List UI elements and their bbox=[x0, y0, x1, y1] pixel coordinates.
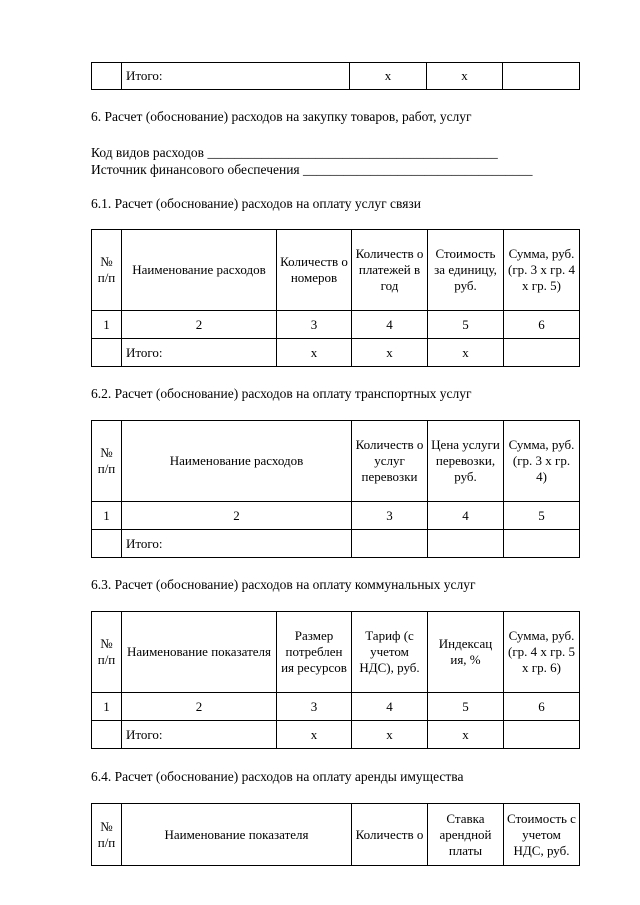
cell-empty bbox=[92, 530, 122, 558]
communication-services-table bbox=[91, 229, 580, 367]
section-6-3-heading: 6.3. Расчет (обоснование) расходов на оплату коммунальных услуг bbox=[91, 577, 476, 592]
header-cell: Стоимость за единицу, руб. bbox=[428, 230, 504, 311]
column-number: 2 bbox=[122, 311, 277, 339]
header-cell: Наименование показателя bbox=[122, 804, 352, 866]
cell-x: x bbox=[428, 339, 504, 367]
transport-services-table bbox=[91, 420, 580, 558]
header-cell: Цена услуги перевозки, руб. bbox=[428, 421, 504, 502]
column-number: 2 bbox=[122, 502, 352, 530]
header-cell: Наименование расходов bbox=[122, 230, 277, 311]
cell-empty bbox=[92, 339, 122, 367]
header-cell: Тариф (с учетом НДС), руб. bbox=[352, 612, 428, 693]
expense-code-line bbox=[91, 145, 498, 161]
header-cell: Стоимость с учетом НДС, руб. bbox=[504, 804, 580, 866]
column-number: 3 bbox=[352, 502, 428, 530]
utilities-table bbox=[91, 611, 580, 749]
cell-empty bbox=[504, 530, 580, 558]
column-number: 5 bbox=[504, 502, 580, 530]
column-number: 6 bbox=[504, 311, 580, 339]
cell-x: x bbox=[428, 721, 504, 749]
column-number: 3 bbox=[277, 693, 352, 721]
column-number: 3 bbox=[277, 311, 352, 339]
column-number: 1 bbox=[92, 693, 122, 721]
cell-empty bbox=[352, 530, 428, 558]
column-number: 1 bbox=[92, 311, 122, 339]
header-cell: Наименование показателя bbox=[122, 612, 277, 693]
column-number: 5 bbox=[428, 311, 504, 339]
header-cell: Сумма, руб. (гр. 3 x гр. 4 x гр. 5) bbox=[504, 230, 580, 311]
column-number: 4 bbox=[352, 311, 428, 339]
top-total-table bbox=[91, 62, 580, 90]
header-cell: Количеств о bbox=[352, 804, 428, 866]
header-cell: Количеств о платежей в год bbox=[352, 230, 428, 311]
cell-x: x bbox=[427, 63, 503, 90]
header-cell: Сумма, руб. (гр. 4 x гр. 5 x гр. 6) bbox=[504, 612, 580, 693]
total-label: Итого: bbox=[122, 339, 277, 367]
column-number: 4 bbox=[352, 693, 428, 721]
header-cell: Размер потреблен ия ресурсов bbox=[277, 612, 352, 693]
total-label: Итого: bbox=[122, 63, 350, 90]
header-cell: № п/п bbox=[92, 421, 122, 502]
section-6-1-heading: 6.1. Расчет (обоснование) расходов на оплату услуг связи bbox=[91, 196, 421, 211]
funding-source-line bbox=[91, 162, 533, 178]
cell-empty bbox=[504, 339, 580, 367]
header-cell: Наименование расходов bbox=[122, 421, 352, 502]
column-number: 2 bbox=[122, 693, 277, 721]
cell-empty bbox=[428, 530, 504, 558]
cell-x: x bbox=[277, 339, 352, 367]
header-cell: № п/п bbox=[92, 612, 122, 693]
cell-x: x bbox=[352, 721, 428, 749]
header-cell: Количеств о услуг перевозки bbox=[352, 421, 428, 502]
header-cell: Количеств о номеров bbox=[277, 230, 352, 311]
cell-empty bbox=[92, 721, 122, 749]
section-6-heading: 6. Расчет (обоснование) расходов на закупку товаров, работ, услуг bbox=[91, 109, 472, 124]
cell-x: x bbox=[350, 63, 427, 90]
section-6-2-heading: 6.2. Расчет (обоснование) расходов на оплату транспортных услуг bbox=[91, 386, 472, 401]
cell-empty bbox=[504, 721, 580, 749]
column-number: 4 bbox=[428, 502, 504, 530]
funding-source-blank: __________________________________ bbox=[303, 162, 533, 177]
expense-code-blank: ___________________________________________ bbox=[207, 145, 498, 160]
cell-x: x bbox=[277, 721, 352, 749]
column-number: 6 bbox=[504, 693, 580, 721]
total-label: Итого: bbox=[122, 530, 352, 558]
section-6-4-heading: 6.4. Расчет (обоснование) расходов на оплату аренды имущества bbox=[91, 769, 464, 784]
expense-code-label: Код видов расходов bbox=[91, 145, 205, 160]
header-cell: Ставка арендной платы bbox=[428, 804, 504, 866]
cell-empty bbox=[503, 63, 580, 90]
header-cell: Сумма, руб. (гр. 3 x гр. 4) bbox=[504, 421, 580, 502]
cell-empty bbox=[92, 63, 122, 90]
header-cell: Индексац ия, % bbox=[428, 612, 504, 693]
cell-x: x bbox=[352, 339, 428, 367]
column-number: 5 bbox=[428, 693, 504, 721]
total-label: Итого: bbox=[122, 721, 277, 749]
header-cell: № п/п bbox=[92, 804, 122, 866]
funding-source-label: Источник финансового обеспечения bbox=[91, 162, 300, 177]
property-rent-table bbox=[91, 803, 580, 866]
header-cell: № п/п bbox=[92, 230, 122, 311]
column-number: 1 bbox=[92, 502, 122, 530]
